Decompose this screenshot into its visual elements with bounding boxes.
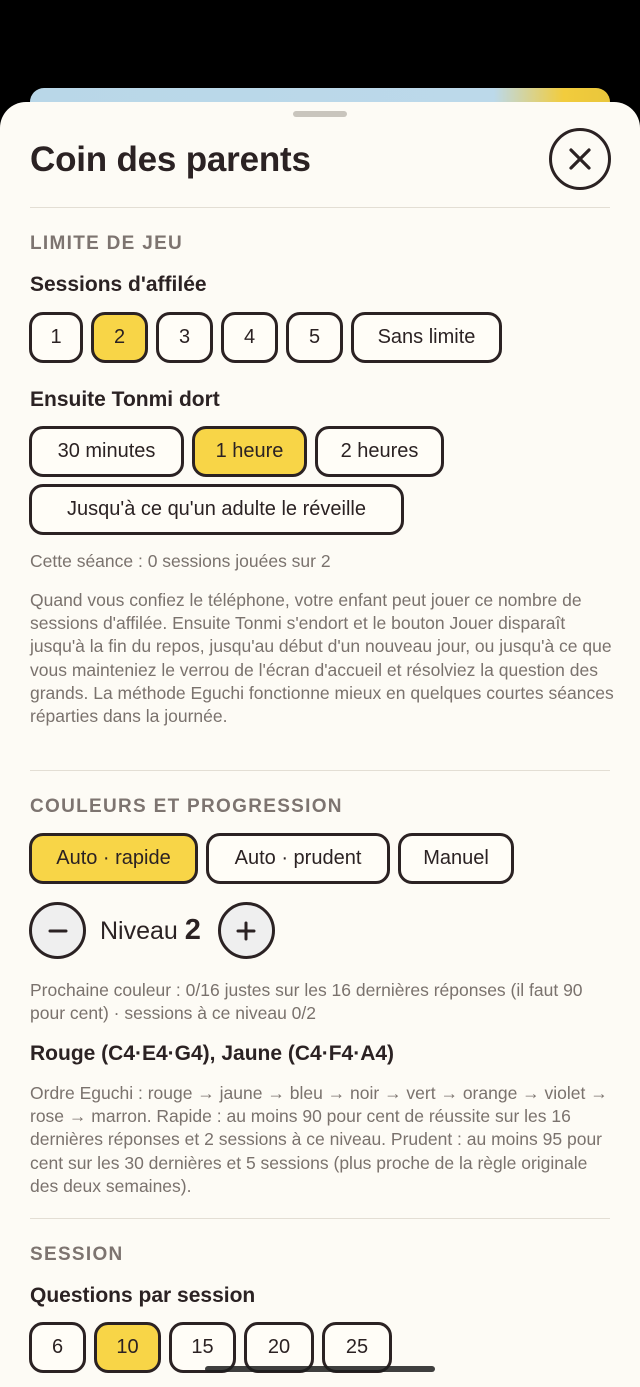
questions-option-15[interactable]: 15 <box>169 1322 236 1373</box>
current-colors: Rouge (C4·E4·G4), Jaune (C4·F4·A4) <box>30 1042 395 1065</box>
plus-icon <box>234 919 258 943</box>
sleep-option-2h[interactable]: 2 heures <box>315 426 444 477</box>
level-label: Niveau <box>100 917 178 945</box>
sleep-option-1h[interactable]: 1 heure <box>192 426 307 477</box>
divider <box>30 770 610 771</box>
sleep-options-row1 <box>29 426 444 477</box>
session-status: Cette séance : 0 sessions jouées sur 2 <box>30 551 331 571</box>
sessions-option-5[interactable]: 5 <box>286 312 343 363</box>
level-decrease-button[interactable] <box>29 902 86 959</box>
sessions-option-1[interactable]: 1 <box>29 312 83 363</box>
sessions-options <box>29 312 502 363</box>
game-limit-help: Quand vous confiez le téléphone, votre enfant peut jouer ce nombre de sessions d'affilée. Ensuite Tonmi s'endort et le bouton Jouer disparaît jusqu'à la fin du repos, jusqu'au début d'un nouveau jour, ou jusqu'à ce que vous mainteniez le verrou de l'écran d'accueil et résolviez la question des grands. La méthode Eguchi fonctionne mieux en quelques courtes séances réparties dans la journée. <box>30 590 614 727</box>
sessions-option-3[interactable]: 3 <box>156 312 213 363</box>
sessions-option-unlimited[interactable]: Sans limite <box>351 312 502 363</box>
questions-option-6[interactable]: 6 <box>29 1322 86 1373</box>
sheet-grabber[interactable] <box>293 111 347 117</box>
sleep-option-until-adult[interactable]: Jusqu'à ce qu'un adulte le réveille <box>29 484 404 535</box>
sessions-label: Sessions d'affilée <box>30 273 207 296</box>
mode-option-manual[interactable]: Manuel <box>398 833 514 884</box>
next-color-status: Prochaine couleur : 0/16 justes sur les 16 dernières réponses (il faut 90 pour cent) · sessions à ce niveau 0/2 <box>30 980 583 1024</box>
sessions-option-4[interactable]: 4 <box>221 312 278 363</box>
divider <box>30 1218 610 1219</box>
questions-label: Questions par session <box>30 1284 256 1307</box>
parents-sheet <box>0 102 640 1387</box>
mode-option-auto-careful[interactable]: Auto · prudent <box>206 833 390 884</box>
level-increase-button[interactable] <box>218 902 275 959</box>
questions-option-20[interactable]: 20 <box>244 1322 314 1373</box>
mode-option-auto-fast[interactable]: Auto · rapide <box>29 833 198 884</box>
minus-icon <box>46 919 70 943</box>
section-heading-session: SESSION <box>30 1244 124 1265</box>
home-indicator[interactable] <box>205 1366 435 1372</box>
questions-option-25[interactable]: 25 <box>322 1322 392 1373</box>
mode-options <box>29 833 514 884</box>
sleep-label: Ensuite Tonmi dort <box>30 388 220 411</box>
sessions-option-2[interactable]: 2 <box>91 312 148 363</box>
level-value: 2 <box>184 914 201 946</box>
sleep-options-row2 <box>29 484 404 535</box>
level-stepper <box>29 902 275 959</box>
sleep-option-30min[interactable]: 30 minutes <box>29 426 184 477</box>
section-heading-game-limit: LIMITE DE JEU <box>30 233 184 254</box>
level-display <box>100 914 201 947</box>
progression-help: Ordre Eguchi : rouge → jaune → bleu → noir → vert → orange → violet → rose → marron. Rapide : au moins 90 pour cent de réussite sur les 16 dernières réponses et 2 sessions à ce niveau. Prudent : au moins 95 pour cent sur les 30 dernières et 5 sessions (plus proche de la règle originale des deux semaines). <box>30 1083 608 1196</box>
close-icon <box>568 147 592 171</box>
divider <box>30 207 610 208</box>
questions-option-10[interactable]: 10 <box>94 1322 161 1373</box>
page-title: Coin des parents <box>30 140 311 179</box>
close-button[interactable] <box>549 128 611 190</box>
section-heading-progression: COULEURS ET PROGRESSION <box>30 796 343 817</box>
